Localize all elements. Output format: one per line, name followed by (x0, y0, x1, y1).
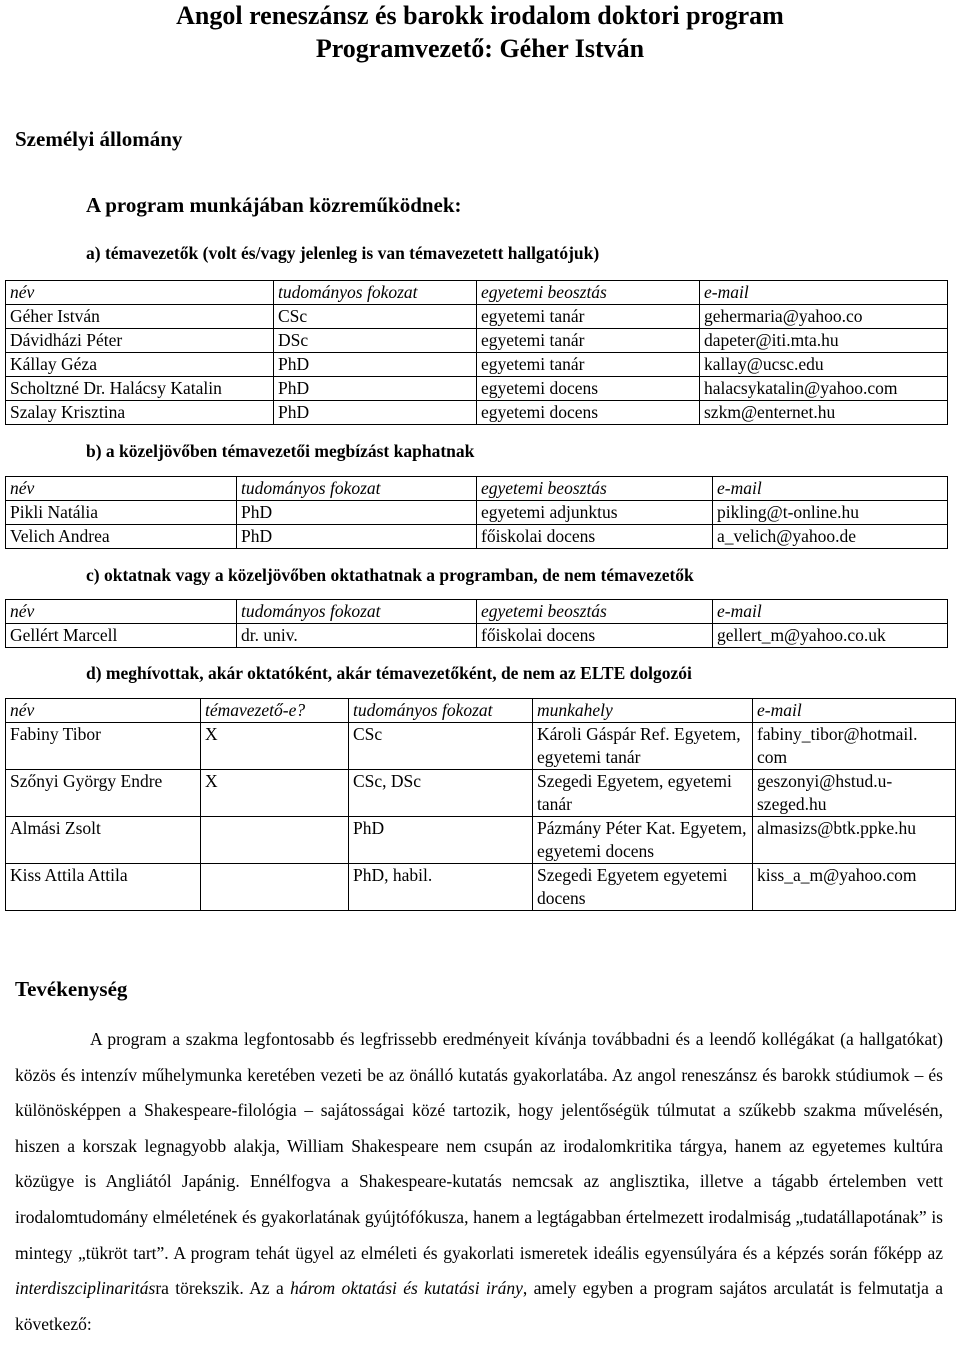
cell-email: kallay@ucsc.edu (700, 353, 948, 377)
table-row (6, 377, 948, 401)
cell-degree: CSc, DSc (349, 770, 533, 817)
header-cell: név (6, 600, 237, 624)
paragraph-text: A program a szakma legfontosabb és legfrissebb eredményeit kívánja továbbadni és a leendő kollégákat (a hallgatókat) közös és intenzív műhelymunka keretében vezeti be az önálló kutatás gyakorlatába. Az angol reneszánsz és barokk stúdiumok – és különösképpen a Shakespeare-filológia – sajátosságai közé tartozik, hogy jelentőségük túlmutat a szűkebb szakma művelésén, hiszen a korszak legnagyobb alakja, William Shakespeare nem csupán az irodalomkritika tárgya, hanem az egyetemes kultúra közügye is Angliától Japánig. Ennélfogva a Shakespeare-kutatás nemcsak az anglisztika, illetve a tágabb értelemben vett irodalomtudomány elméletének és gyakorlatának gyújtófókusza, hanem a legtágabban értelmezett irodalmiság „tudatállapotának” is mintegy „tükröt tart”. A program tehát ügyel az elméleti és gyakorlati ismeretek ideális egyensúlyára és a képzés során főképp az (15, 1029, 943, 1263)
cell-email: fabiny_tibor@hotmail. com (753, 723, 956, 770)
title-line-1: Angol reneszánsz és barokk irodalom doktori program (176, 1, 784, 30)
caption-c: c) oktatnak vagy a közeljövőben oktathatnak a programban, de nem témavezetők (86, 565, 694, 585)
cell-position: főiskolai docens (477, 624, 713, 648)
cell-name: Géher István (6, 305, 274, 329)
paragraph-text: , amely egyben a program sajátos arculatát is felmutatja a következő: (15, 1278, 943, 1334)
table-row (6, 353, 948, 377)
cell-name: Scholtzné Dr. Halácsy Katalin (6, 377, 274, 401)
header-cell: témavezető-e? (201, 699, 349, 723)
section-heading-activity: Tevékenység (15, 977, 128, 1001)
header-cell: név (6, 281, 274, 305)
subheading-contributors: A program munkájában közreműködnek: (86, 193, 462, 217)
cell-name: Szalay Krisztina (6, 401, 274, 425)
table-row (6, 305, 948, 329)
table-row (6, 624, 948, 648)
cell-degree: DSc (274, 329, 477, 353)
cell-supervisor (201, 817, 349, 864)
header-cell: tudományos fokozat (349, 699, 533, 723)
table-lecturers (5, 599, 948, 648)
caption-b: b) a közeljövőben témavezetői megbízást kaphatnak (86, 441, 475, 461)
cell-degree: PhD (274, 401, 477, 425)
header-cell: név (6, 699, 201, 723)
cell-degree: CSc (349, 723, 533, 770)
cell-position: egyetemi tanár (477, 329, 700, 353)
cell-position: egyetemi tanár (477, 305, 700, 329)
cell-supervisor (201, 864, 349, 911)
table-header-row (6, 699, 956, 723)
cell-name: Gellért Marcell (6, 624, 237, 648)
cell-position: egyetemi docens (477, 401, 700, 425)
cell-supervisor: X (201, 723, 349, 770)
header-cell: e-mail (713, 600, 948, 624)
section-heading-personnel: Személyi állomány (15, 127, 183, 151)
header-cell: e-mail (713, 477, 948, 501)
table-header-row (6, 281, 948, 305)
cell-workplace: Szegedi Egyetem, egyetemi tanár (533, 770, 753, 817)
cell-degree: PhD (349, 817, 533, 864)
table-row (6, 864, 956, 911)
cell-email: kiss_a_m@yahoo.com (753, 864, 956, 911)
cell-workplace: Károli Gáspár Ref. Egyetem, egyetemi tanár (533, 723, 753, 770)
cell-degree: PhD, habil. (349, 864, 533, 911)
paragraph-emphasis: interdiszciplinaritás (15, 1278, 156, 1299)
cell-workplace: Szegedi Egyetem egyetemi docens (533, 864, 753, 911)
header-cell: egyetemi beosztás (477, 600, 713, 624)
cell-name: Pikli Natália (6, 501, 237, 525)
activity-paragraph (15, 1022, 943, 1342)
header-cell: tudományos fokozat (237, 477, 477, 501)
table-row (6, 501, 948, 525)
cell-degree: PhD (237, 525, 477, 549)
table-future-supervisors (5, 476, 948, 549)
cell-email: almasizs@btk.ppke.hu (753, 817, 956, 864)
cell-name: Szőnyi György Endre (6, 770, 201, 817)
cell-email: dapeter@iti.mta.hu (700, 329, 948, 353)
cell-email: gehermaria@yahoo.co (700, 305, 948, 329)
cell-degree: PhD (237, 501, 477, 525)
table-header-row (6, 477, 948, 501)
table-row (6, 817, 956, 864)
table-supervisors (5, 280, 948, 425)
header-cell: e-mail (700, 281, 948, 305)
cell-email: szkm@enternet.hu (700, 401, 948, 425)
cell-supervisor: X (201, 770, 349, 817)
cell-email: gellert_m@yahoo.co.uk (713, 624, 948, 648)
caption-a: a) témavezetők (volt és/vagy jelenleg is van témavezetett hallgatójuk) (86, 243, 600, 263)
cell-workplace: Pázmány Péter Kat. Egyetem, egyetemi docens (533, 817, 753, 864)
cell-email: a_velich@yahoo.de (713, 525, 948, 549)
paragraph-text: ra törekszik. Az a (155, 1278, 291, 1299)
header-cell: egyetemi beosztás (477, 281, 700, 305)
header-cell: munkahely (533, 699, 753, 723)
header-cell: egyetemi beosztás (477, 477, 713, 501)
table-header-row (6, 600, 948, 624)
cell-position: egyetemi adjunktus (477, 501, 713, 525)
cell-name: Dávidházi Péter (6, 329, 274, 353)
header-cell: e-mail (753, 699, 956, 723)
cell-name: Fabiny Tibor (6, 723, 201, 770)
table-row (6, 723, 956, 770)
paragraph-emphasis: három oktatási és kutatási irány (290, 1278, 523, 1299)
cell-name: Kiss Attila Attila (6, 864, 201, 911)
cell-position: egyetemi docens (477, 377, 700, 401)
caption-d: d) meghívottak, akár oktatóként, akár témavezetőként, de nem az ELTE dolgozói (86, 663, 692, 683)
cell-position: főiskolai docens (477, 525, 713, 549)
header-cell: név (6, 477, 237, 501)
cell-name: Velich Andrea (6, 525, 237, 549)
cell-degree: PhD (274, 377, 477, 401)
cell-degree: dr. univ. (237, 624, 477, 648)
title-line-2: Programvezető: Géher István (315, 34, 645, 63)
cell-email: geszonyi@hstud.u-szeged.hu (753, 770, 956, 817)
cell-degree: PhD (274, 353, 477, 377)
header-cell: tudományos fokozat (274, 281, 477, 305)
table-row (6, 525, 948, 549)
table-row (6, 770, 956, 817)
header-cell: tudományos fokozat (237, 600, 477, 624)
table-row (6, 401, 948, 425)
table-invited (5, 698, 956, 911)
cell-email: halacsykatalin@yahoo.com (700, 377, 948, 401)
cell-name: Kállay Géza (6, 353, 274, 377)
cell-email: pikling@t-online.hu (713, 501, 948, 525)
cell-degree: CSc (274, 305, 477, 329)
cell-name: Almási Zsolt (6, 817, 201, 864)
table-row (6, 329, 948, 353)
cell-position: egyetemi tanár (477, 353, 700, 377)
